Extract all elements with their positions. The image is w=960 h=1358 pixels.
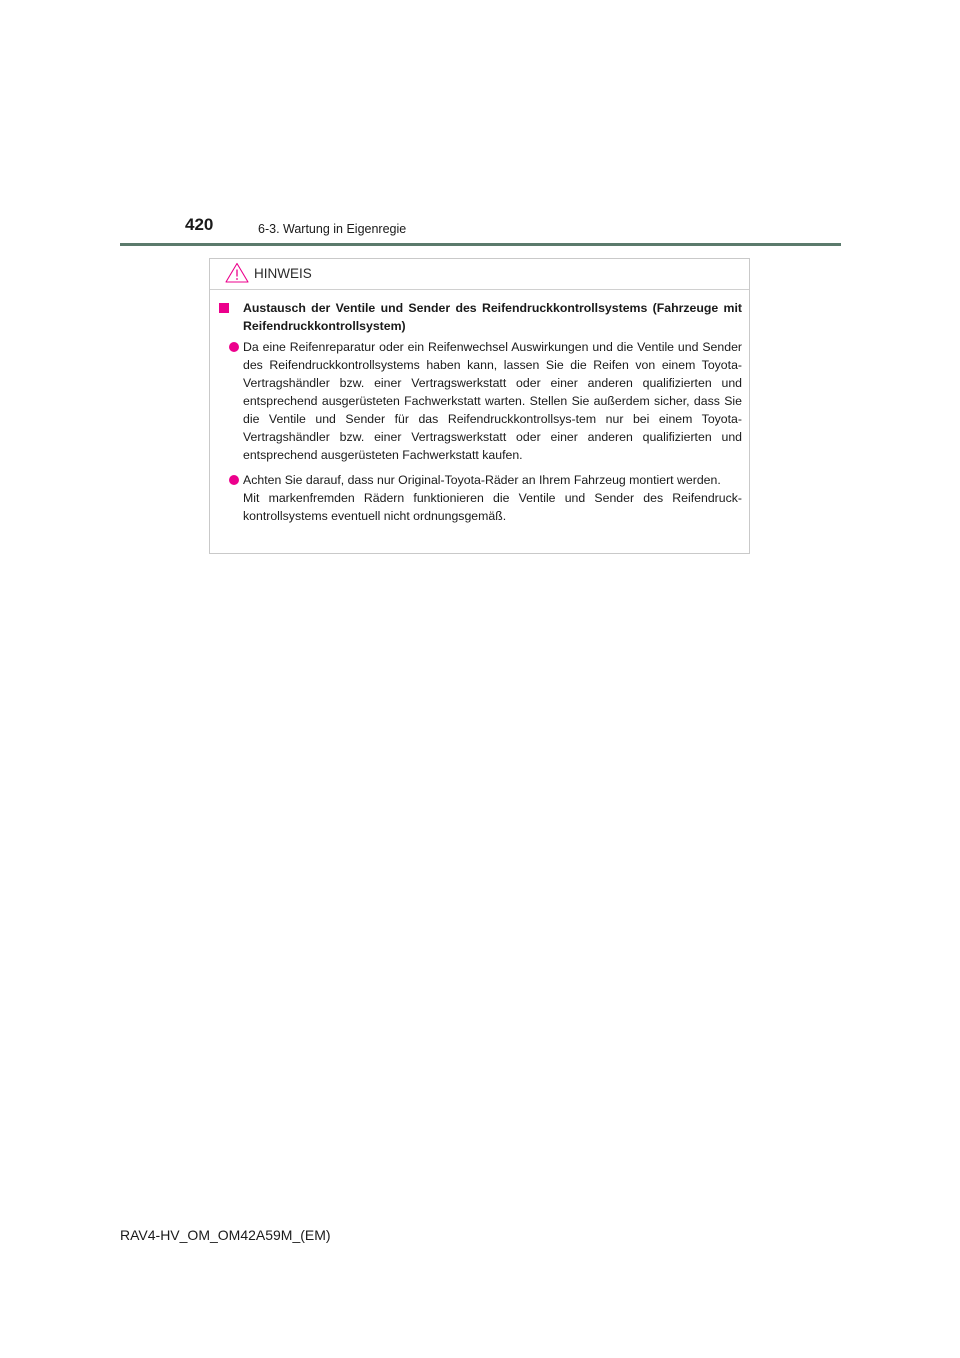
square-bullet-icon bbox=[219, 303, 229, 313]
notice-heading-text: Austausch der Ventile und Sender des Reifendruckkontrollsystems (Fahrzeuge mit Reifendruckkontrollsystem) bbox=[243, 301, 742, 333]
document-code: RAV4-HV_OM_OM42A59M_(EM) bbox=[120, 1227, 331, 1243]
warning-triangle-icon bbox=[225, 262, 249, 283]
notice-header bbox=[210, 259, 749, 290]
header-divider bbox=[120, 243, 841, 246]
notice-heading bbox=[243, 299, 742, 335]
notice-box bbox=[209, 258, 750, 554]
notice-label: HINWEIS bbox=[254, 266, 312, 281]
list-item bbox=[243, 338, 742, 464]
list-item-text: Achten Sie darauf, dass nur Original-Toyota-Räder an Ihrem Fahrzeug montiert werden. bbox=[243, 473, 721, 487]
circle-bullet-icon bbox=[229, 475, 239, 485]
section-title: 6-3. Wartung in Eigenregie bbox=[258, 222, 407, 236]
circle-bullet-icon bbox=[229, 342, 239, 352]
list-item-text: Da eine Reifenreparatur oder ein Reifenwechsel Auswirkungen und die Ventile und Sender des Reifendruckkontrollsystems haben kann, lassen Sie die Reifen von einem Toyota-Vertragshändler bzw. einer Vertragswerkstatt oder einer anderen qualifizierten und entsprechend ausgerüsteten Fachwerkstatt warten. Stellen Sie außerdem sicher, dass Sie die Ventile und Sender für das Reifendruckkontrollsys-tem nur bei einem Toyota-Vertragshändler bzw. einer Vertragswerkstatt oder einer anderen qualifizierten und entsprechend ausgerüsteten Fachwerkstatt kaufen. bbox=[243, 340, 742, 462]
page-number: 420 bbox=[185, 215, 214, 234]
list-item bbox=[243, 471, 742, 525]
notice-body bbox=[210, 299, 749, 525]
list-item-subtext: Mit markenfremden Rädern funktionieren die Ventile und Sender des Reifendruck-kontrollsystems eventuell nicht ordnungsgemäß. bbox=[243, 491, 742, 523]
